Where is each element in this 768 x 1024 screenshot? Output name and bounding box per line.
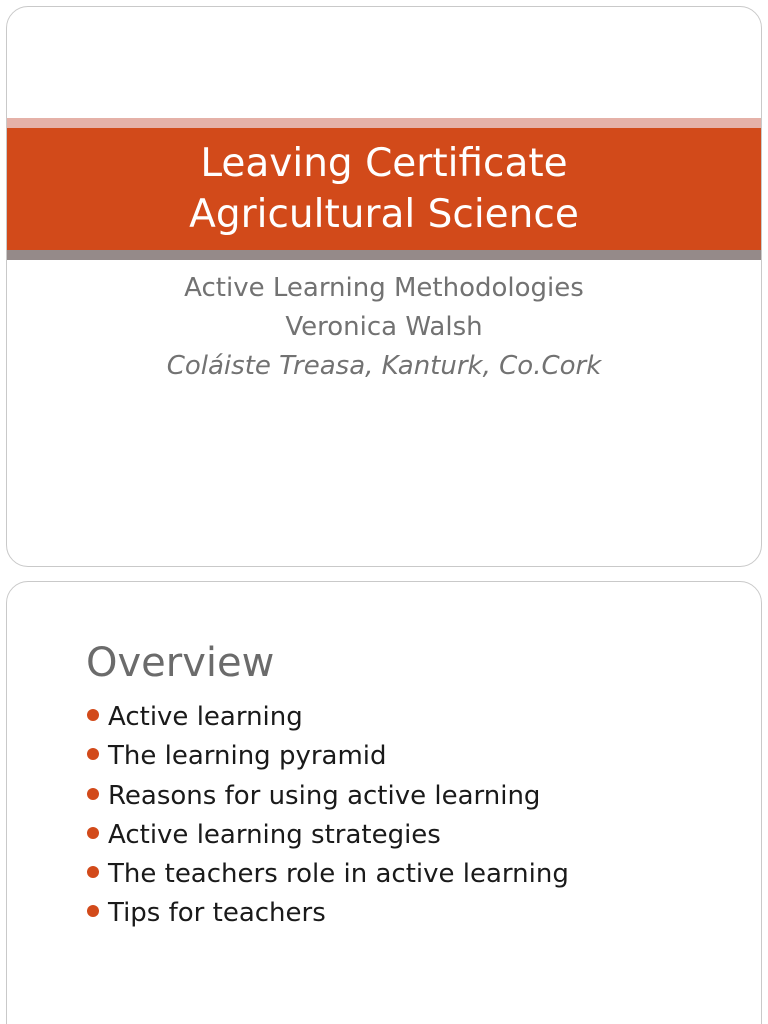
bullet-item: [87, 896, 569, 935]
slide-title-line-2: Agricultural Science: [189, 192, 579, 237]
subtitle-author: Veronica Walsh: [285, 312, 483, 342]
bullet-item: [87, 700, 569, 739]
title-slide[interactable]: [6, 6, 762, 567]
subtitle-methodologies: Active Learning Methodologies: [184, 273, 584, 303]
bullet-dot-icon: [87, 905, 99, 917]
bullet-dot-icon: [87, 827, 99, 839]
bullet-dot-icon: [87, 788, 99, 800]
bullet-item: [87, 739, 569, 778]
bullet-dot-icon: [87, 748, 99, 760]
bullet-text: The learning pyramid: [108, 741, 387, 772]
bullet-text: Reasons for using active learning: [108, 780, 541, 811]
bullet-dot-icon: [87, 709, 99, 721]
bullet-text: Active learning: [108, 702, 303, 732]
title-band-top-stripe: [7, 118, 761, 128]
slide-title-line-1: Leaving Certificate: [200, 141, 568, 186]
bullet-text: The teachers role in active learning: [108, 859, 569, 890]
subtitle-block: [7, 269, 761, 386]
title-band: [7, 128, 761, 250]
overview-slide[interactable]: [6, 581, 762, 1024]
bullet-dot-icon: [87, 866, 99, 878]
bullet-item: [87, 857, 569, 896]
overview-bullet-list: [87, 700, 569, 936]
bullet-item: [87, 779, 569, 818]
bullet-item: [87, 818, 569, 857]
overview-title: Overview: [86, 640, 275, 686]
title-band-bottom-stripe: [7, 250, 761, 260]
bullet-text: Tips for teachers: [108, 898, 326, 929]
subtitle-school: Coláiste Treasa, Kanturk, Co.Cork: [166, 351, 602, 381]
bullet-text: Active learning strategies: [108, 819, 441, 850]
